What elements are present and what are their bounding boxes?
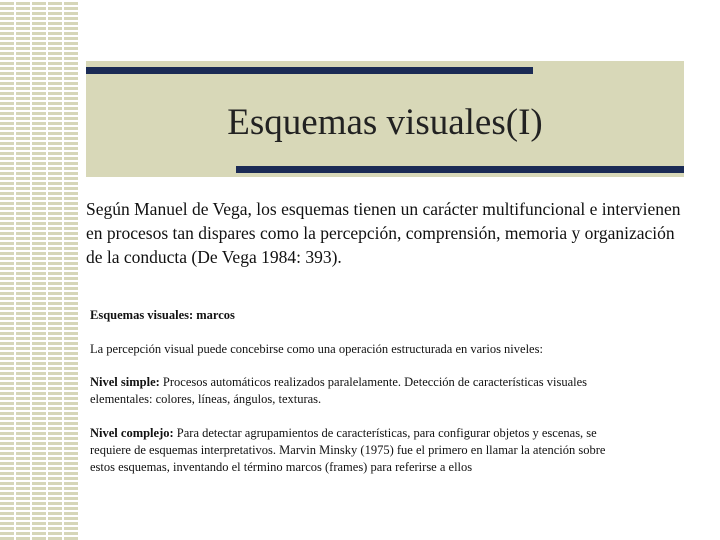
complex-level-paragraph xyxy=(90,425,630,476)
simple-level-paragraph xyxy=(90,374,630,408)
title-bar-top xyxy=(86,67,533,74)
perception-paragraph: La percepción visual puede concebirse como una operación estructurada en varios niveles: xyxy=(90,342,543,356)
simple-level-text: Procesos automáticos realizados paralelamente. Detección de características visuales elementales: colores, líneas, ángulos, texturas. xyxy=(90,375,588,406)
complex-level-label: Nivel complejo: xyxy=(90,426,174,440)
section-heading: Esquemas visuales: marcos xyxy=(90,308,235,322)
slide-title: Esquemas visuales(I) xyxy=(227,102,543,143)
complex-level-text: Para detectar agrupamientos de características, para configurar objetos y escenas, se requiere de esquemas interpretativos. Marvin Minsky (1975) fue el primero en llamar la atención sobre estos esquemas, inventando el término marcos (frames) para referirse a ellos xyxy=(90,426,606,474)
title-bar-bottom xyxy=(236,166,684,173)
simple-level-label: Nivel simple: xyxy=(90,375,160,389)
intro-paragraph: Según Manuel de Vega, los esquemas tienen un carácter multifuncional e intervienen en procesos tan dispares como la percepción, comprensión, memoria y organización de la conducta (De Vega 1984: 393). xyxy=(86,199,681,267)
decorative-stripes xyxy=(0,0,78,540)
